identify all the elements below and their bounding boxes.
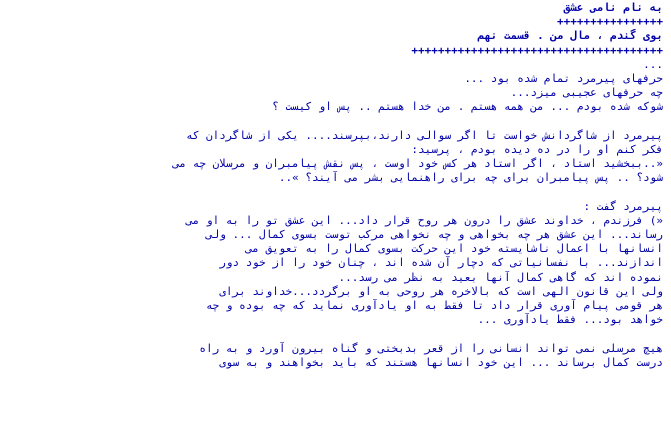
question-line: فکر کنم او را در ده دیده بودم ، پرسید: bbox=[411, 142, 663, 156]
closing-line: هیچ مرسلی نمی تواند انسانی را از قعر بدبختی و گناه بیرون آورد و به راه bbox=[199, 341, 663, 355]
answer-line: انسانها با اعمال ناشایسته خود این حرکت بسوی کمال را به تعویق می bbox=[245, 242, 663, 256]
paragraph-spacer bbox=[8, 185, 663, 199]
paragraph-spacer bbox=[8, 115, 663, 129]
question-line: «..ببخشید استاد ، اگر استاد هر کس خود اوست ، پس نقش پیامبران و مرسلان چه می bbox=[172, 157, 663, 171]
document-title: به نام نامی عشق bbox=[563, 1, 663, 14]
answer-line: رساند... این عشق هر چه بخواهی و چه نخواهی مرکب توست بسوی کمال ... ولی bbox=[206, 228, 663, 241]
paragraph-spacer bbox=[8, 327, 663, 341]
question-line: شود؟ .. پس پیامبران برای چه برای راهنمایی بشر می آیند؟ ».. bbox=[278, 171, 663, 185]
intro-line: چه حرفهای عجیبی میزد... bbox=[510, 86, 663, 100]
intro-ellipsis: ... bbox=[643, 57, 663, 71]
closing-line: درست کمال برساند ... این خود انسانها هستند که باید بخواهند و به سوی bbox=[219, 355, 663, 369]
document-subtitle: بوی گندم ، مال من . قسمت نهم bbox=[477, 29, 663, 43]
header-rule-short: ++++++++++++++++ bbox=[557, 15, 663, 29]
question-line: پیرمرد از شاگردانش خواست تا اگر سوالی دارند،بپرسند.... یکی از شاگردان که bbox=[186, 128, 663, 142]
answer-line: ولی این قانون الهی است که بالاخره هر روحی به او برگردد...خداوند برای bbox=[219, 284, 663, 298]
answer-line: هر قومی پیام آوری قرار داد تا فقط به او یادآوری نماید که چه بوده و چه bbox=[206, 298, 663, 312]
answer-line: «) فرزندم ، خداوند عشق را درون هر روح قرار داد... این عشق تو را به او می bbox=[186, 213, 663, 227]
intro-line: شوکه شده بودم ... من همه هستم . من خدا هستم .. پس او کیست ؟ bbox=[272, 100, 663, 114]
answer-line: خواهد بود... فقط یادآوری ... bbox=[477, 313, 663, 327]
answer-line: اندازند... با نفسانیاتی که دچار آن شده اند ، چنان خود را از خود دور bbox=[219, 256, 663, 270]
intro-line: حرفهای پیرمرد تمام شده بود ... bbox=[464, 71, 663, 85]
answer-intro: پیرمرد گفت : bbox=[583, 199, 663, 213]
header-rule-long: ++++++++++++++++++++++++++++++++++++++ bbox=[411, 43, 663, 57]
answer-line: نموده اند که گاهی کمال آنها بعید به نظر می رسد... bbox=[338, 270, 663, 284]
